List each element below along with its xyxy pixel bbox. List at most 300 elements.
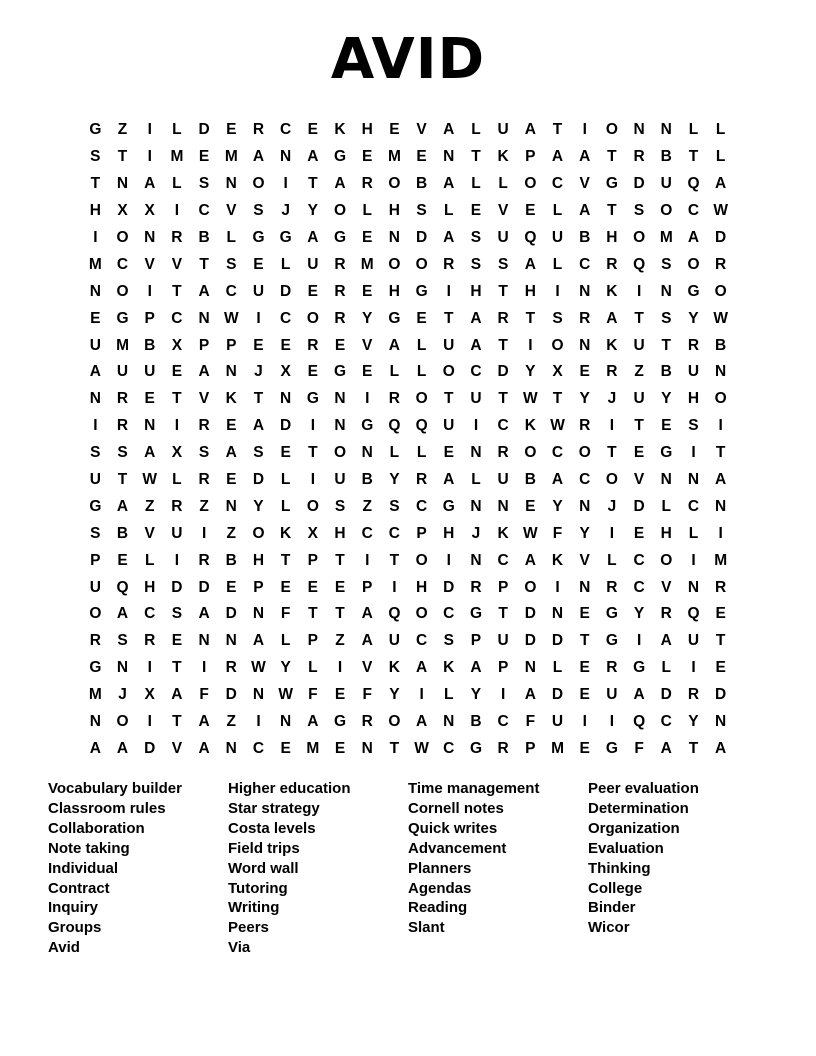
grid-letter: S	[661, 255, 672, 273]
grid-letter: C	[470, 363, 482, 381]
grid-letter: P	[497, 659, 509, 677]
grid-letter: E	[416, 309, 427, 327]
grid-letter: M	[88, 686, 102, 704]
grid-letter: D	[280, 417, 292, 435]
grid-letter: B	[144, 336, 156, 354]
word-item: Star strategy	[228, 799, 320, 817]
grid-letter: R	[361, 713, 373, 731]
grid-letter: T	[117, 148, 128, 166]
grid-letter: L	[280, 255, 291, 273]
word-item: Wicor	[588, 919, 630, 937]
grid-letter: O	[660, 551, 673, 569]
word-list-column	[228, 779, 408, 958]
grid-letter: I	[555, 578, 560, 596]
grid-letter: T	[498, 390, 508, 408]
grid-letter: S	[443, 632, 454, 650]
grid-letter: O	[388, 255, 401, 273]
grid-letter: Z	[117, 121, 128, 139]
grid-letter: Y	[389, 686, 400, 704]
grid-letter: P	[362, 578, 373, 596]
grid-letter: E	[443, 444, 454, 462]
grid-letter: C	[388, 524, 400, 542]
grid-letter: R	[225, 659, 237, 677]
grid-letter: I	[337, 659, 343, 677]
grid-letter: X	[171, 336, 183, 354]
grid-letter: W	[523, 524, 538, 542]
grid-letter: U	[252, 282, 265, 300]
grid-letter: L	[389, 444, 400, 462]
grid-letter: A	[225, 444, 237, 462]
grid-letter: O	[714, 282, 727, 300]
grid-letter: L	[416, 336, 427, 354]
grid-letter: S	[633, 202, 645, 220]
grid-letter: O	[687, 255, 700, 273]
grid-letter: Y	[389, 471, 400, 489]
grid-letter: G	[334, 148, 347, 166]
grid-letter: A	[116, 497, 129, 515]
grid-letter: S	[198, 175, 210, 193]
grid-letter: H	[252, 551, 265, 569]
grid-letter: H	[443, 524, 455, 542]
grid-letter: T	[715, 632, 726, 650]
grid-letter: N	[116, 659, 129, 677]
grid-letter: A	[470, 659, 482, 677]
grid-letter: P	[497, 578, 509, 596]
grid-letter: I	[283, 175, 288, 193]
grid-letter: N	[89, 390, 101, 408]
grid-letter: R	[198, 551, 210, 569]
grid-letter: N	[551, 605, 564, 623]
grid-letter: X	[144, 686, 155, 704]
grid-letter: E	[171, 363, 183, 381]
grid-letter: I	[446, 551, 451, 569]
grid-letter: L	[471, 121, 481, 139]
grid-letter: R	[171, 497, 183, 515]
grid-letter: A	[715, 739, 727, 757]
grid-letter: N	[660, 282, 672, 300]
grid-letter: E	[416, 148, 427, 166]
grid-letter: R	[198, 417, 210, 435]
grid-letter: U	[443, 417, 455, 435]
grid-letter: F	[634, 739, 644, 757]
grid-letter: I	[501, 686, 506, 704]
grid-letter: E	[253, 255, 264, 273]
grid-letter: I	[691, 551, 696, 569]
grid-letter: R	[497, 444, 509, 462]
grid-letter: O	[660, 202, 673, 220]
grid-letter: S	[253, 202, 264, 220]
grid-letter: I	[147, 148, 152, 166]
grid-letter: N	[116, 175, 129, 193]
grid-letter: S	[470, 229, 482, 246]
grid-letter: C	[198, 202, 210, 220]
grid-letter: N	[361, 444, 373, 462]
grid-letter: T	[471, 148, 481, 166]
word-item: Writing	[228, 899, 280, 917]
grid-letter: O	[306, 497, 319, 515]
grid-letter: I	[636, 282, 642, 300]
grid-letter: A	[252, 148, 265, 166]
grid-letter: V	[497, 202, 509, 220]
grid-letter: F	[308, 686, 318, 704]
grid-letter: R	[252, 121, 265, 139]
grid-letter: A	[116, 605, 129, 623]
grid-letter: D	[633, 497, 645, 515]
word-item: Agendas	[408, 879, 472, 897]
grid-letter: J	[118, 686, 127, 704]
grid-letter: A	[524, 551, 536, 569]
grid-letter: K	[334, 121, 346, 139]
grid-letter: N	[633, 121, 645, 139]
grid-letter: N	[198, 632, 210, 650]
grid-letter: V	[661, 578, 672, 596]
grid-letter: D	[415, 229, 428, 246]
grid-letter: A	[307, 229, 319, 246]
grid-letter: T	[172, 659, 182, 677]
grid-letter: W	[142, 471, 158, 489]
grid-letter: R	[687, 336, 700, 354]
grid-letter: E	[307, 282, 319, 300]
grid-letter: Y	[280, 659, 291, 677]
grid-letter: Y	[525, 363, 536, 381]
grid-letter: X	[144, 202, 155, 220]
grid-letter: U	[633, 390, 645, 408]
grid-letter: R	[606, 255, 618, 273]
grid-letter: C	[551, 444, 564, 462]
grid-letter: V	[633, 471, 645, 489]
grid-letter: I	[555, 282, 560, 300]
grid-letter: S	[661, 309, 672, 327]
grid-letter: M	[170, 148, 184, 166]
grid-letter: H	[361, 121, 373, 139]
word-item: Peer evaluation	[588, 780, 699, 797]
grid-letter: T	[634, 309, 644, 327]
grid-letter: N	[660, 121, 672, 139]
grid-letter: W	[550, 417, 565, 435]
grid-letter: Q	[687, 605, 700, 623]
grid-letter: R	[606, 659, 618, 677]
grid-letter: U	[307, 255, 319, 273]
grid-letter: M	[88, 255, 102, 273]
grid-letter: D	[633, 175, 645, 193]
grid-letter: L	[226, 229, 237, 246]
grid-letter: X	[307, 524, 319, 542]
word-list-column	[48, 779, 228, 958]
grid-letter: U	[89, 336, 101, 354]
grid-letter: N	[144, 229, 156, 246]
grid-letter: T	[634, 417, 644, 435]
grid-letter: I	[201, 659, 207, 677]
grid-letter: O	[252, 524, 265, 542]
grid-letter: L	[471, 175, 481, 193]
grid-letter: L	[715, 148, 726, 166]
grid-letter: E	[362, 148, 373, 166]
grid-letter: K	[225, 390, 237, 408]
grid-letter: S	[171, 605, 183, 623]
grid-letter: V	[171, 739, 183, 757]
grid-letter: G	[89, 497, 102, 515]
grid-letter: I	[256, 713, 261, 731]
grid-letter: K	[388, 659, 400, 677]
grid-letter: G	[388, 309, 401, 327]
grid-letter: K	[524, 417, 536, 435]
grid-letter: R	[116, 390, 129, 408]
grid-letter: P	[198, 336, 210, 354]
grid-letter: N	[524, 659, 536, 677]
grid-letter: I	[582, 713, 587, 731]
grid-letter: A	[144, 444, 156, 462]
grid-letter: E	[226, 121, 237, 139]
grid-letter: O	[334, 444, 347, 462]
grid-letter: R	[334, 282, 346, 300]
letter-grid	[82, 117, 735, 762]
grid-letter: B	[361, 471, 373, 489]
grid-letter: C	[116, 255, 129, 273]
grid-letter: N	[470, 444, 482, 462]
grid-letter: F	[280, 605, 291, 623]
grid-letter: I	[201, 524, 207, 542]
grid-letter: N	[715, 363, 727, 381]
grid-letter: R	[687, 686, 700, 704]
grid-letter: N	[89, 282, 101, 300]
grid-letter: R	[443, 255, 455, 273]
grid-letter: G	[306, 390, 319, 408]
grid-letter: R	[144, 632, 156, 650]
grid-letter: E	[470, 202, 482, 220]
grid-letter: T	[280, 551, 291, 569]
grid-letter: B	[225, 551, 237, 569]
grid-letter: O	[334, 202, 347, 220]
grid-letter: C	[579, 471, 591, 489]
grid-letter: T	[308, 444, 318, 462]
grid-letter: Y	[633, 605, 645, 623]
grid-letter: F	[552, 524, 563, 542]
grid-letter: J	[471, 524, 481, 542]
grid-letter: U	[388, 632, 400, 650]
grid-letter: P	[226, 336, 237, 354]
grid-letter: E	[280, 444, 291, 462]
grid-letter: B	[415, 175, 428, 193]
grid-letter: N	[225, 175, 237, 193]
grid-letter: E	[117, 551, 128, 569]
grid-letter: G	[361, 417, 374, 435]
grid-letter: T	[172, 282, 182, 300]
grid-letter: C	[497, 551, 509, 569]
grid-letter: L	[661, 497, 672, 515]
grid-letter: U	[334, 471, 346, 489]
grid-letter: G	[89, 121, 102, 139]
grid-letter: T	[444, 309, 454, 327]
grid-letter: H	[334, 524, 346, 542]
grid-letter: C	[415, 632, 428, 650]
grid-letter: N	[280, 390, 292, 408]
grid-letter: H	[144, 578, 156, 596]
grid-letter: D	[171, 578, 183, 596]
grid-letter: T	[552, 390, 563, 408]
grid-letter: E	[334, 578, 346, 596]
grid-letter: U	[443, 336, 455, 354]
grid-letter: M	[659, 229, 673, 246]
grid-letter: A	[715, 175, 727, 193]
grid-letter: K	[551, 551, 564, 569]
grid-letter: A	[687, 229, 700, 246]
grid-letter: D	[443, 578, 455, 596]
grid-letter: G	[660, 444, 673, 462]
grid-letter: Z	[226, 713, 237, 731]
grid-letter: M	[551, 739, 564, 757]
grid-letter: E	[226, 578, 237, 596]
grid-letter: S	[117, 632, 128, 650]
grid-letter: I	[528, 336, 533, 354]
grid-letter: S	[389, 497, 400, 515]
grid-letter: O	[252, 175, 265, 193]
word-item: Note taking	[48, 839, 130, 857]
grid-letter: D	[660, 686, 672, 704]
grid-letter: O	[116, 229, 129, 246]
grid-letter: E	[226, 417, 237, 435]
grid-letter: A	[470, 336, 482, 354]
grid-letter: C	[252, 739, 265, 757]
grid-letter: T	[90, 175, 101, 193]
grid-letter: Z	[199, 497, 209, 515]
grid-letter: T	[607, 444, 617, 462]
grid-letter: S	[226, 255, 237, 273]
grid-letter: A	[307, 713, 319, 731]
grid-letter: Y	[661, 390, 672, 408]
grid-letter: F	[525, 713, 536, 731]
grid-letter: T	[688, 148, 699, 166]
grid-letter: U	[497, 229, 509, 246]
grid-letter: Y	[688, 713, 699, 731]
grid-letter: O	[388, 175, 401, 193]
grid-letter: Y	[579, 390, 590, 408]
grid-letter: I	[636, 632, 642, 650]
grid-letter: D	[524, 605, 536, 623]
grid-letter: E	[661, 417, 672, 435]
grid-letter: T	[498, 282, 508, 300]
grid-letter: A	[198, 282, 210, 300]
grid-letter: J	[607, 497, 617, 515]
grid-letter: E	[334, 336, 346, 354]
grid-letter: K	[497, 148, 509, 166]
grid-letter: E	[633, 524, 645, 542]
grid-letter: L	[172, 175, 182, 193]
grid-letter: H	[687, 390, 700, 408]
grid-letter: N	[252, 605, 265, 623]
grid-letter: D	[198, 578, 210, 596]
grid-letter: C	[633, 551, 645, 569]
grid-letter: S	[90, 444, 101, 462]
grid-letter: C	[687, 202, 700, 220]
grid-letter: V	[362, 659, 373, 677]
grid-letter: O	[116, 282, 129, 300]
grid-letter: M	[387, 148, 401, 166]
grid-letter: E	[307, 121, 319, 139]
grid-letter: R	[579, 309, 591, 327]
grid-letter: G	[442, 497, 455, 515]
grid-letter: E	[715, 605, 726, 623]
grid-letter: D	[198, 121, 210, 139]
grid-letter: R	[116, 417, 129, 435]
grid-letter: H	[388, 282, 400, 300]
grid-letter: L	[661, 659, 672, 677]
grid-letter: L	[416, 444, 427, 462]
grid-letter: U	[470, 390, 482, 408]
grid-letter: A	[660, 632, 672, 650]
grid-letter: K	[606, 282, 618, 300]
grid-letter: T	[552, 121, 563, 139]
grid-letter: B	[470, 713, 482, 731]
grid-letter: P	[144, 309, 155, 327]
grid-letter: O	[415, 390, 428, 408]
word-item: Evaluation	[588, 839, 664, 857]
grid-letter: O	[388, 713, 401, 731]
grid-letter: J	[607, 390, 617, 408]
grid-letter: N	[660, 471, 672, 489]
grid-letter: I	[93, 229, 98, 246]
grid-letter: E	[525, 497, 536, 515]
grid-letter: F	[199, 686, 209, 704]
grid-letter: P	[470, 632, 482, 650]
grid-letter: C	[497, 417, 509, 435]
word-item: College	[588, 879, 643, 897]
grid-letter: I	[174, 417, 180, 435]
grid-letter: C	[443, 739, 455, 757]
grid-letter: G	[605, 739, 618, 757]
grid-letter: G	[334, 363, 347, 381]
grid-letter: D	[497, 363, 509, 381]
grid-letter: U	[606, 686, 618, 704]
grid-letter: Q	[633, 255, 646, 273]
grid-letter: N	[579, 336, 591, 354]
grid-letter: M	[306, 739, 320, 757]
grid-letter: E	[389, 121, 400, 139]
grid-letter: C	[415, 497, 428, 515]
grid-letter: A	[524, 255, 536, 273]
grid-letter: D	[225, 686, 237, 704]
grid-letter: T	[444, 390, 454, 408]
grid-letter: N	[443, 713, 455, 731]
grid-letter: S	[552, 309, 563, 327]
grid-letter: V	[144, 255, 155, 273]
grid-letter: B	[660, 148, 672, 166]
grid-letter: L	[552, 255, 563, 273]
word-item: Reading	[408, 899, 468, 917]
grid-letter: N	[252, 686, 265, 704]
grid-letter: S	[334, 497, 346, 515]
grid-letter: H	[415, 578, 428, 596]
grid-letter: W	[523, 390, 538, 408]
grid-letter: R	[198, 471, 210, 489]
grid-letter: G	[415, 282, 428, 300]
grid-letter: G	[334, 229, 347, 246]
grid-letter: C	[225, 282, 237, 300]
grid-letter: E	[579, 739, 590, 757]
grid-letter: C	[579, 255, 591, 273]
grid-letter: L	[389, 363, 400, 381]
grid-letter: U	[687, 363, 700, 381]
grid-letter: O	[89, 605, 102, 623]
grid-letter: B	[524, 471, 536, 489]
grid-letter: L	[172, 121, 182, 139]
grid-letter: G	[633, 659, 646, 677]
grid-letter: I	[147, 713, 152, 731]
grid-letter: U	[633, 336, 645, 354]
word-item: Tutoring	[228, 879, 288, 897]
grid-letter: R	[171, 229, 183, 246]
grid-letter: T	[172, 713, 182, 731]
word-item: Word wall	[228, 859, 299, 877]
